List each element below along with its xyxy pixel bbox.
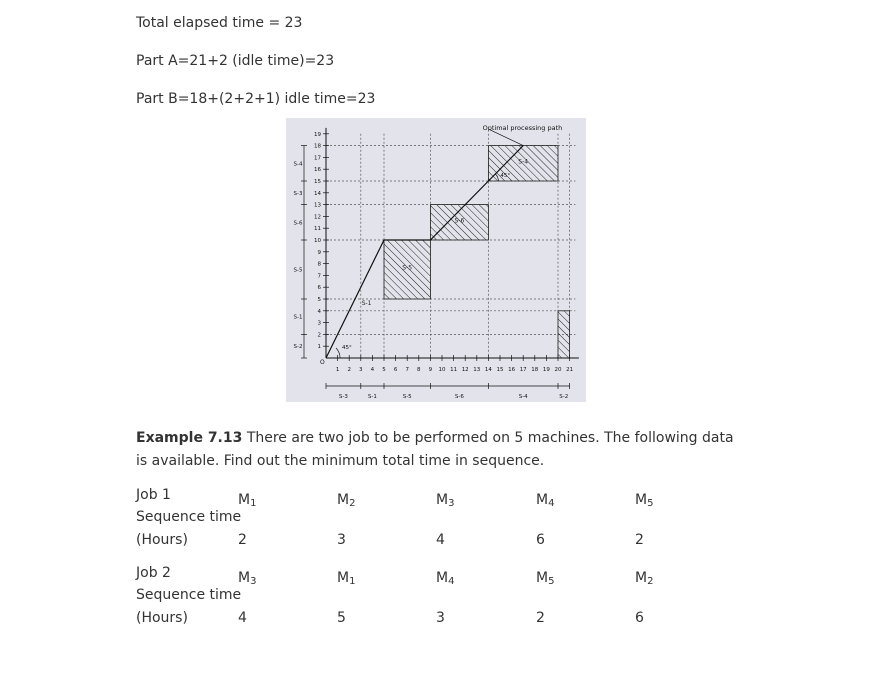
x-tick-label: 18 (531, 367, 539, 373)
machine-letter: M (436, 570, 449, 586)
time-value: 4 (238, 610, 247, 626)
y-tick-label: 9 (317, 249, 321, 256)
angle-label: 45° (500, 173, 511, 179)
y-segment-label: S-5 (293, 267, 303, 274)
y-tick-label: 18 (314, 143, 321, 150)
y-tick-label: 14 (314, 190, 321, 197)
hatched-block (558, 311, 570, 358)
time-value: 4 (436, 532, 445, 548)
optimal-path-label: Optimal processing path (482, 124, 563, 132)
x-tick-label: 21 (566, 367, 574, 373)
time-value: 5 (337, 610, 346, 626)
machine-letter: M (635, 570, 648, 586)
machine-letter: M (238, 570, 251, 586)
x-tick-label: 14 (484, 367, 492, 373)
block-label: S-5 (402, 264, 413, 272)
y-tick-label: 5 (317, 297, 321, 303)
time-value: 2 (635, 532, 644, 548)
y-segment-label: S-2 (293, 344, 303, 351)
machine-letter: M (337, 492, 350, 508)
x-segment-label: S-3 (338, 394, 348, 400)
machine-letter: M (635, 492, 648, 508)
machine-number: 2 (647, 576, 654, 587)
x-tick-label: 7 (405, 367, 409, 373)
machine-number: 2 (349, 498, 356, 509)
x-tick-label: 20 (554, 367, 562, 373)
time-value: 6 (536, 532, 545, 548)
figure-svg (286, 118, 586, 402)
x-tick-label: 8 (417, 367, 421, 373)
y-tick-label: 16 (314, 167, 321, 174)
y-tick-label: 6 (317, 285, 321, 292)
machine-number: 5 (647, 498, 654, 509)
sequence-time-label: Sequence time (136, 509, 242, 525)
machine-number: 1 (250, 498, 257, 509)
x-tick-label: 11 (450, 367, 458, 373)
y-tick-label: 10 (314, 238, 321, 244)
y-tick-label: 12 (314, 214, 321, 221)
part-a-line: Part A=21+2 (idle time)=23 (136, 53, 335, 69)
y-tick-label: 8 (317, 261, 321, 268)
x-tick-label: 5 (382, 367, 386, 373)
machine-number: 3 (448, 498, 455, 509)
time-value: 2 (536, 610, 545, 626)
x-tick-label: 12 (461, 367, 469, 373)
time-value: 2 (238, 532, 247, 548)
part-b-line: Part B=18+(2+2+1) idle time=23 (136, 91, 376, 107)
time-value: 6 (635, 610, 644, 626)
total-elapsed-time: Total elapsed time = 23 (136, 15, 303, 31)
machine-label (635, 570, 653, 586)
hours-label: (Hours) (136, 610, 188, 626)
machine-number: 1 (349, 576, 356, 587)
block-label: S-4 (518, 158, 529, 166)
hours-label: (Hours) (136, 532, 188, 548)
y-tick-label: 1 (317, 344, 321, 351)
origin-label: O (320, 359, 325, 366)
y-tick-label: 15 (314, 179, 321, 185)
y-segment-label: S-6 (293, 220, 303, 227)
x-tick-label: 3 (359, 367, 363, 373)
machine-letter: M (337, 570, 350, 586)
y-segment-label: S-1 (293, 314, 303, 321)
y-tick-label: 4 (317, 308, 321, 315)
machine-number: 4 (548, 498, 555, 509)
y-tick-label: 19 (314, 131, 321, 138)
x-segment-label: S-2 (559, 394, 569, 400)
machine-letter: M (536, 492, 549, 508)
machine-label (436, 492, 454, 508)
y-segment-label: S-4 (293, 161, 303, 168)
example-title: Example 7.13 (136, 430, 243, 446)
angle-label: 45° (342, 345, 352, 351)
machine-letter: M (436, 492, 449, 508)
machine-label (238, 570, 256, 586)
y-tick-label: 11 (314, 226, 321, 233)
x-tick-label: 1 (335, 367, 340, 373)
example-paragraph (136, 427, 736, 473)
x-tick-label: 16 (508, 367, 516, 373)
job-name: Job 2 (136, 565, 171, 581)
block-label: S-6 (454, 217, 465, 225)
machine-label (238, 492, 256, 508)
x-tick-label: 10 (438, 367, 446, 373)
y-tick-label: 17 (314, 155, 321, 162)
x-tick-label: 6 (393, 367, 398, 373)
y-tick-label: 3 (317, 320, 321, 327)
optimal-path-figure (286, 118, 586, 402)
angle-arc (336, 348, 340, 358)
y-segment-label: S-3 (293, 190, 303, 197)
y-tick-label: 7 (317, 273, 321, 280)
machine-label (635, 492, 653, 508)
job-name: Job 1 (136, 487, 171, 503)
x-tick-label: 13 (473, 367, 481, 373)
sequence-time-label: Sequence time (136, 587, 242, 603)
machine-label (337, 492, 355, 508)
example-text: There are two job to be performed on 5 machines. The following data is available. Find out the minimum total time in sequence. (136, 430, 734, 469)
x-tick-label: 2 (347, 367, 351, 373)
block-label: S-1 (361, 299, 372, 307)
y-tick-label: 2 (317, 332, 321, 339)
machine-label (536, 570, 554, 586)
x-segment-label: S-4 (518, 394, 528, 400)
time-value: 3 (337, 532, 346, 548)
x-segment-label: S-6 (454, 394, 464, 400)
machine-letter: M (238, 492, 251, 508)
x-tick-label: 19 (542, 367, 550, 373)
machine-number: 3 (250, 576, 257, 587)
time-value: 3 (436, 610, 445, 626)
machine-label (436, 570, 454, 586)
machine-label (536, 492, 554, 508)
machine-number: 5 (548, 576, 555, 587)
x-tick-label: 9 (428, 367, 433, 373)
machine-number: 4 (448, 576, 455, 587)
x-segment-label: S-5 (402, 394, 412, 400)
machine-label (337, 570, 355, 586)
x-tick-label: 4 (370, 367, 375, 373)
x-segment-label: S-1 (367, 394, 377, 400)
y-tick-label: 13 (314, 202, 321, 209)
x-tick-label: 17 (519, 367, 527, 373)
x-tick-label: 15 (496, 367, 504, 373)
machine-letter: M (536, 570, 549, 586)
